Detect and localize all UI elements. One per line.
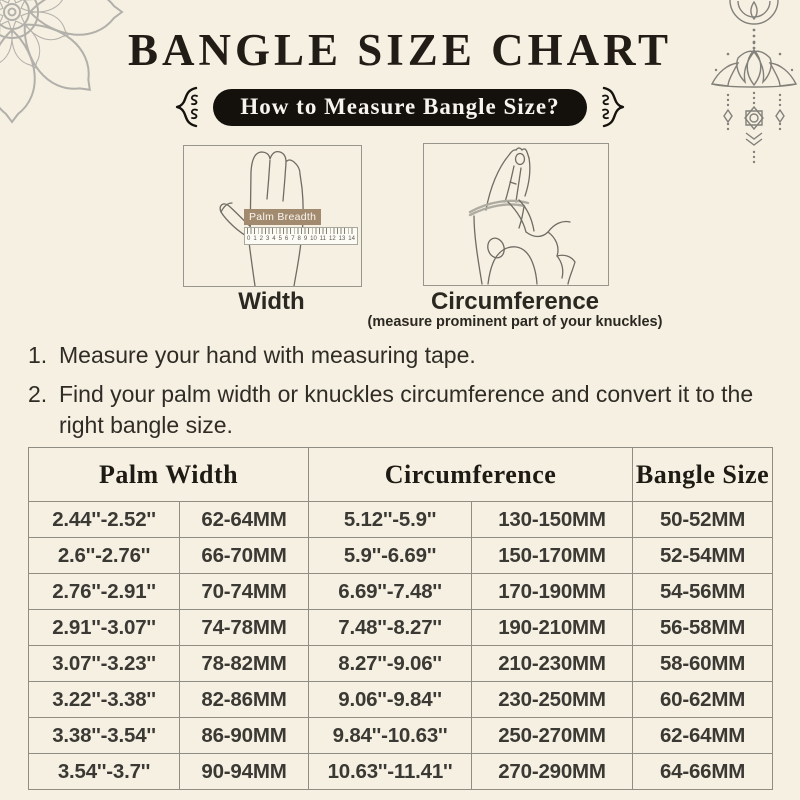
ruler-number: 3 bbox=[265, 236, 270, 242]
ruler-numbers bbox=[247, 236, 355, 243]
table-cell: 7.48''-8.27'' bbox=[309, 610, 472, 646]
table-cell: 2.44''-2.52'' bbox=[29, 502, 180, 538]
table-cell: 86-90MM bbox=[180, 718, 309, 754]
table-cell: 52-54MM bbox=[633, 538, 773, 574]
ruler-number: 1 bbox=[253, 236, 257, 242]
table-cell: 170-190MM bbox=[472, 574, 633, 610]
table-cell: 5.9''-6.69'' bbox=[309, 538, 472, 574]
table-cell: 130-150MM bbox=[472, 502, 633, 538]
ruler-number: 14 bbox=[348, 236, 355, 242]
instructions-list bbox=[28, 340, 776, 449]
circumference-caption: Circumference bbox=[430, 288, 600, 315]
table-cell: 5.12''-5.9'' bbox=[309, 502, 472, 538]
table-cell: 8.27''-9.06'' bbox=[309, 646, 472, 682]
size-table-body bbox=[29, 502, 773, 790]
table-row bbox=[29, 646, 773, 682]
table-cell: 62-64MM bbox=[180, 502, 309, 538]
table-cell: 2.6''-2.76'' bbox=[29, 538, 180, 574]
ruler-number: 7 bbox=[291, 236, 295, 242]
table-cell: 150-170MM bbox=[472, 538, 633, 574]
ruler-ticks bbox=[247, 228, 355, 234]
table-cell: 3.22''-3.38'' bbox=[29, 682, 180, 718]
ruler-number: 6 bbox=[284, 236, 289, 242]
table-cell: 54-56MM bbox=[633, 574, 773, 610]
table-cell: 56-58MM bbox=[633, 610, 773, 646]
ruler-number: 12 bbox=[328, 236, 336, 242]
circumference-measure-panel bbox=[423, 143, 609, 286]
table-cell: 58-60MM bbox=[633, 646, 773, 682]
ruler-number: 2 bbox=[259, 236, 263, 242]
mandala-flower-decoration bbox=[0, 0, 168, 152]
table-cell: 3.54''-3.7'' bbox=[29, 754, 180, 790]
table-row bbox=[29, 574, 773, 610]
table-header-row bbox=[29, 448, 773, 502]
table-row bbox=[29, 718, 773, 754]
ruler bbox=[244, 227, 358, 245]
ruler-number: 13 bbox=[338, 236, 346, 242]
table-cell: 66-70MM bbox=[180, 538, 309, 574]
ruler-number: 9 bbox=[303, 236, 308, 242]
ruler-number: 11 bbox=[319, 236, 327, 242]
curly-flourish-left-icon bbox=[169, 85, 201, 129]
table-row bbox=[29, 538, 773, 574]
table-row bbox=[29, 610, 773, 646]
curly-flourish-right-icon bbox=[599, 85, 631, 129]
table-cell: 9.84''-10.63'' bbox=[309, 718, 472, 754]
table-row bbox=[29, 502, 773, 538]
instruction-number: 2. bbox=[28, 381, 48, 407]
instruction-item bbox=[28, 379, 776, 441]
table-cell: 74-78MM bbox=[180, 610, 309, 646]
ruler-number: 8 bbox=[297, 236, 301, 242]
table-cell: 250-270MM bbox=[472, 718, 633, 754]
table-cell: 50-52MM bbox=[633, 502, 773, 538]
table-cell: 60-62MM bbox=[633, 682, 773, 718]
table-cell: 210-230MM bbox=[472, 646, 633, 682]
header-circumference: Circumference bbox=[309, 448, 633, 502]
table-cell: 270-290MM bbox=[472, 754, 633, 790]
table-row bbox=[29, 754, 773, 790]
header-palm-width: Palm Width bbox=[29, 448, 309, 502]
table-cell: 62-64MM bbox=[633, 718, 773, 754]
table-cell: 82-86MM bbox=[180, 682, 309, 718]
palm-breadth-label: Palm Breadth bbox=[244, 209, 321, 225]
page-title: BANGLE SIZE CHART bbox=[127, 25, 673, 75]
table-cell: 3.38''-3.54'' bbox=[29, 718, 180, 754]
ruler-number: 10 bbox=[310, 236, 317, 242]
table-cell: 90-94MM bbox=[180, 754, 309, 790]
width-caption: Width bbox=[238, 288, 305, 315]
subtitle-pill: How to Measure Bangle Size? bbox=[213, 89, 586, 126]
ruler-number: 5 bbox=[278, 236, 282, 242]
size-table bbox=[28, 447, 773, 790]
instruction-text: Find your palm width or knuckles circumference and convert it to the right bangle size. bbox=[59, 381, 754, 438]
instruction-item bbox=[28, 340, 776, 371]
table-cell: 3.07''-3.23'' bbox=[29, 646, 180, 682]
subtitle-row bbox=[0, 87, 800, 127]
instruction-number: 1. bbox=[28, 342, 48, 368]
width-measure-panel bbox=[183, 145, 362, 287]
circumference-note: (measure prominent part of your knuckles) bbox=[367, 314, 663, 330]
table-cell: 230-250MM bbox=[472, 682, 633, 718]
table-cell: 6.69''-7.48'' bbox=[309, 574, 472, 610]
table-cell: 64-66MM bbox=[633, 754, 773, 790]
ruler-number: 0 bbox=[247, 236, 251, 242]
header-bangle-size: Bangle Size bbox=[633, 448, 773, 502]
table-cell: 2.91''-3.07'' bbox=[29, 610, 180, 646]
table-cell: 78-82MM bbox=[180, 646, 309, 682]
table-cell: 190-210MM bbox=[472, 610, 633, 646]
table-cell: 9.06''-9.84'' bbox=[309, 682, 472, 718]
hand-circumference-illustration bbox=[424, 144, 608, 285]
table-cell: 10.63''-11.41'' bbox=[309, 754, 472, 790]
table-row bbox=[29, 682, 773, 718]
table-cell: 70-74MM bbox=[180, 574, 309, 610]
instruction-text: Measure your hand with measuring tape. bbox=[59, 342, 476, 368]
ruler-number: 4 bbox=[272, 236, 276, 242]
table-cell: 2.76''-2.91'' bbox=[29, 574, 180, 610]
